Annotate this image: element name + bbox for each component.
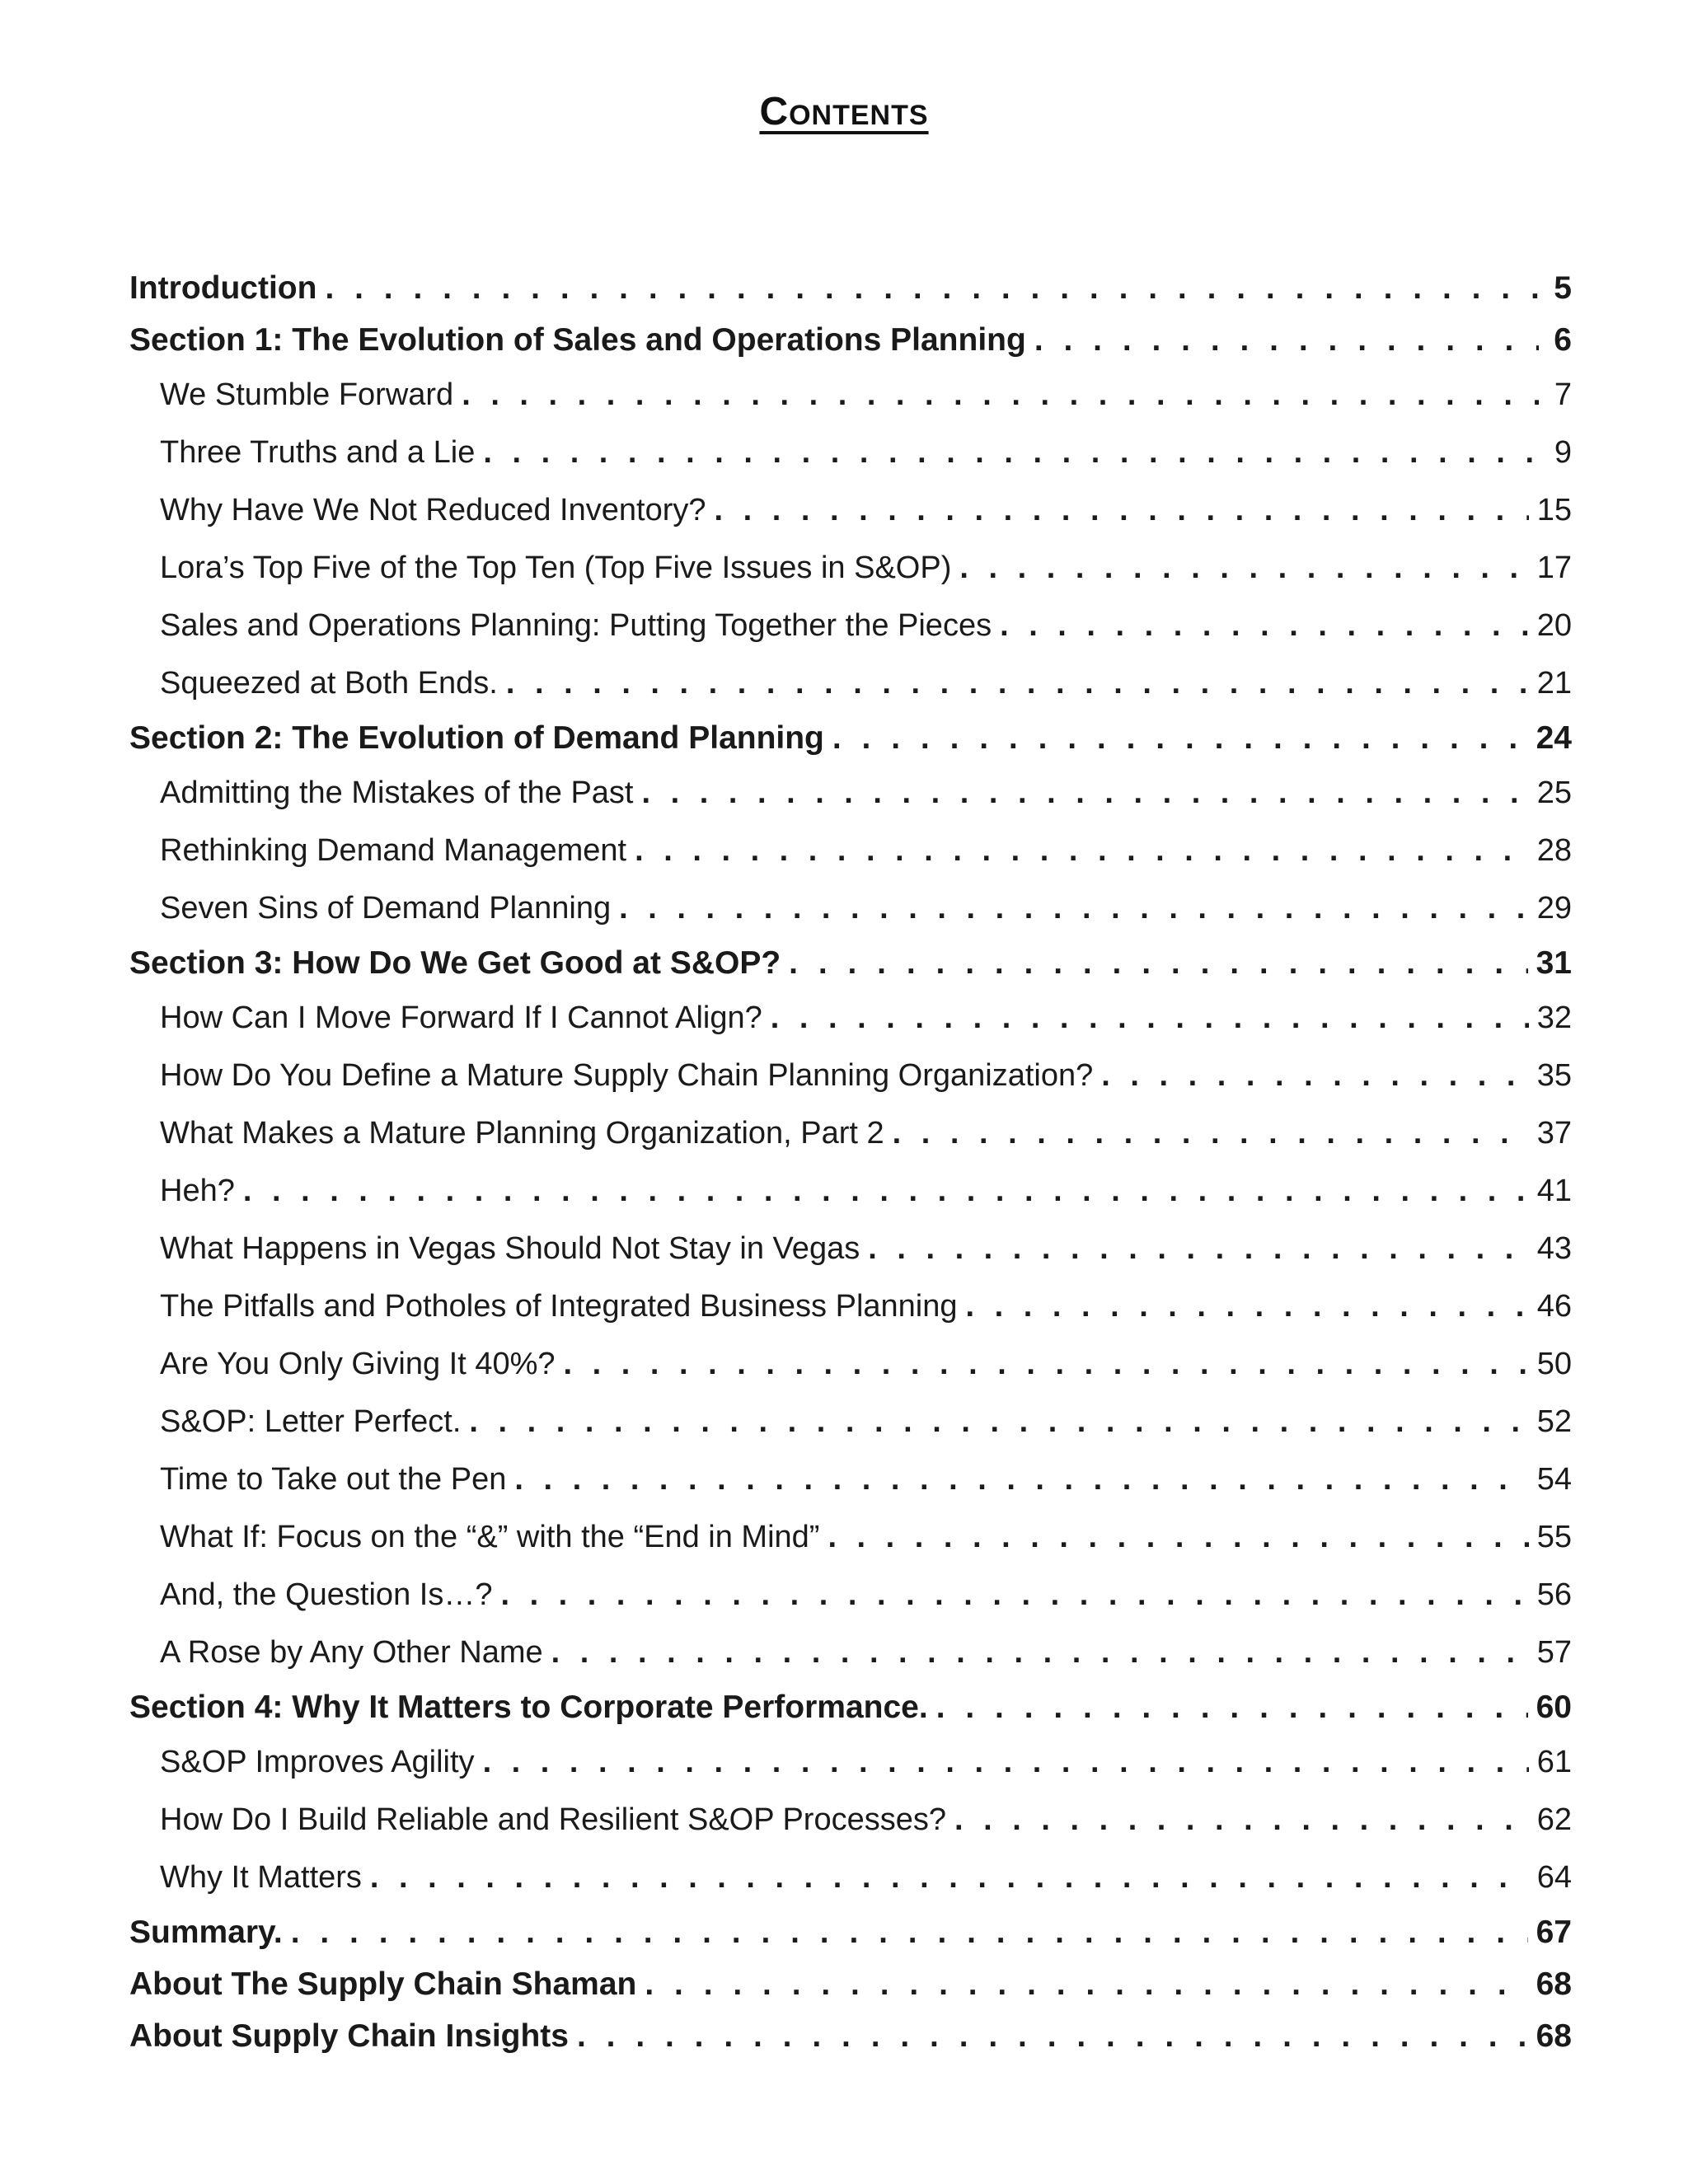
toc-subsection-entry[interactable] (129, 539, 1572, 597)
toc-dot-leader (715, 481, 1529, 539)
toc-entry-title: Summary. (129, 1906, 291, 1958)
toc-page-number: 62 (1536, 1802, 1572, 1837)
toc-entry-title: Section 1: The Evolution of Sales and Operations Planning (129, 314, 1034, 366)
toc-subsection-entry[interactable] (129, 597, 1572, 654)
toc-entry-title: Heh? (160, 1162, 243, 1220)
toc-page-number: 24 (1536, 720, 1572, 756)
toc-page-number: 20 (1536, 608, 1572, 643)
toc-dot-leader (577, 2010, 1528, 2062)
toc-page-number: 56 (1536, 1577, 1572, 1612)
toc-page-number: 43 (1536, 1231, 1572, 1266)
toc-dot-leader (1034, 314, 1539, 366)
toc-dot-leader (1101, 1047, 1528, 1104)
toc-dot-leader (325, 262, 1539, 314)
toc-subsection-entry[interactable] (129, 1220, 1572, 1277)
toc-page-number: 28 (1536, 833, 1572, 868)
toc-entry-title: Rethinking Demand Management (160, 822, 635, 879)
toc-dot-leader (1000, 597, 1529, 654)
toc-dot-leader (959, 539, 1528, 597)
toc-subsection-entry[interactable] (129, 1162, 1572, 1220)
toc-entry-title: Introduction (129, 262, 325, 314)
toc-page-number: 52 (1536, 1404, 1572, 1439)
toc-entry-title: S&OP Improves Agility (160, 1733, 483, 1791)
toc-entry-title: The Pitfalls and Potholes of Integrated Business Planning (160, 1277, 966, 1335)
toc-page-number: 35 (1536, 1058, 1572, 1093)
toc-page-number: 25 (1536, 776, 1572, 810)
toc-dot-leader (243, 1162, 1529, 1220)
toc-page-number: 67 (1536, 1915, 1572, 1950)
toc-entry-title: Why It Matters (160, 1849, 370, 1906)
toc-entry-title: About The Supply Chain Shaman (129, 1958, 645, 2010)
toc-page-number: 41 (1536, 1174, 1572, 1208)
toc-dot-leader (954, 1791, 1529, 1849)
toc-entry-title: A Rose by Any Other Name (160, 1624, 551, 1681)
toc-page-number: 31 (1536, 945, 1572, 981)
toc-entry-title: S&OP: Letter Perfect. (160, 1393, 469, 1451)
toc-dot-leader (564, 1335, 1529, 1393)
toc-section-entry[interactable] (129, 1906, 1572, 1958)
toc-entry-title: Lora’s Top Five of the Top Ten (Top Five Issues in S&OP) (160, 539, 959, 597)
toc-section-entry[interactable] (129, 314, 1572, 366)
toc-dot-leader (868, 1220, 1529, 1277)
toc-dot-leader (500, 1566, 1528, 1624)
toc-entry-title: How Do You Define a Mature Supply Chain Planning Organization? (160, 1047, 1101, 1104)
toc-subsection-entry[interactable] (129, 1277, 1572, 1335)
toc-subsection-entry[interactable] (129, 1733, 1572, 1791)
toc-dot-leader (789, 937, 1527, 989)
toc-dot-leader (514, 1451, 1528, 1508)
toc-subsection-entry[interactable] (129, 1566, 1572, 1624)
toc-page-number: 68 (1536, 1966, 1572, 2002)
toc-entry-title: What Happens in Vegas Should Not Stay in Vegas (160, 1220, 868, 1277)
toc-page-number: 68 (1536, 2018, 1572, 2054)
toc-page-number: 60 (1536, 1690, 1572, 1725)
toc-entry-title: About Supply Chain Insights (129, 2010, 577, 2062)
toc-dot-leader (771, 989, 1529, 1047)
toc-page-number: 9 (1554, 435, 1572, 470)
toc-entry-title: Time to Take out the Pen (160, 1451, 514, 1508)
toc-page-number: 17 (1536, 551, 1572, 585)
toc-page-number: 46 (1536, 1289, 1572, 1324)
toc-page-number: 6 (1554, 322, 1572, 358)
toc-page-number: 61 (1536, 1745, 1572, 1779)
toc-subsection-entry[interactable] (129, 1104, 1572, 1162)
toc-page-number: 32 (1536, 1001, 1572, 1035)
toc-subsection-entry[interactable] (129, 1393, 1572, 1451)
toc-subsection-entry[interactable] (129, 822, 1572, 879)
toc-subsection-entry[interactable] (129, 366, 1572, 424)
toc-page-number: 64 (1536, 1860, 1572, 1895)
toc-page-number: 54 (1536, 1462, 1572, 1497)
toc-section-entry[interactable] (129, 937, 1572, 989)
toc-subsection-entry[interactable] (129, 879, 1572, 937)
toc-subsection-entry[interactable] (129, 1791, 1572, 1849)
toc-dot-leader (642, 764, 1529, 822)
toc-page-number: 55 (1536, 1520, 1572, 1554)
toc-page-number: 21 (1536, 666, 1572, 701)
toc-page-number: 5 (1554, 270, 1572, 306)
toc-subsection-entry[interactable] (129, 1335, 1572, 1393)
toc-entry-title: What Makes a Mature Planning Organization, Part 2 (160, 1104, 893, 1162)
toc-entry-title: Section 3: How Do We Get Good at S&OP? (129, 937, 789, 989)
toc-dot-leader (469, 1393, 1528, 1451)
toc-dot-leader (619, 879, 1529, 937)
toc-dot-leader (832, 712, 1528, 764)
toc-entry-title: Sales and Operations Planning: Putting Together the Pieces (160, 597, 1000, 654)
toc-subsection-entry[interactable] (129, 1451, 1572, 1508)
toc-page-number: 57 (1536, 1635, 1572, 1670)
toc-subsection-entry[interactable] (129, 1508, 1572, 1566)
toc-entry-title: How Can I Move Forward If I Cannot Align? (160, 989, 771, 1047)
toc-dot-leader (291, 1906, 1528, 1958)
toc-dot-leader (635, 822, 1529, 879)
toc-entry-title: Squeezed at Both Ends. (160, 654, 506, 712)
toc-subsection-entry[interactable] (129, 1047, 1572, 1104)
toc-dot-leader (370, 1849, 1529, 1906)
toc-section-entry[interactable] (129, 712, 1572, 764)
toc-section-entry[interactable] (129, 2010, 1572, 2062)
page-title: Contents (759, 90, 929, 134)
toc-section-entry[interactable] (129, 1958, 1572, 2010)
toc-section-entry[interactable] (129, 262, 1572, 314)
toc-entry-title: We Stumble Forward (160, 366, 462, 424)
toc-subsection-entry[interactable] (129, 1624, 1572, 1681)
toc-dot-leader (462, 366, 1539, 424)
toc-dot-leader (551, 1624, 1529, 1681)
toc-dot-leader (483, 424, 1539, 481)
toc-dot-leader (506, 654, 1529, 712)
toc-dot-leader (483, 1733, 1529, 1791)
toc-page-number: 37 (1536, 1116, 1572, 1151)
toc-entry-title: Why Have We Not Reduced Inventory? (160, 481, 715, 539)
table-of-contents (129, 262, 1572, 2062)
toc-dot-leader (893, 1104, 1529, 1162)
toc-entry-title: What If: Focus on the “&” with the “End in Mind” (160, 1508, 828, 1566)
toc-page-number: 29 (1536, 891, 1572, 926)
toc-entry-title: Section 2: The Evolution of Demand Planning (129, 712, 832, 764)
toc-page-number: 7 (1554, 377, 1572, 412)
toc-entry-title: Three Truths and a Lie (160, 424, 483, 481)
toc-subsection-entry[interactable] (129, 424, 1572, 481)
toc-entry-title: Section 4: Why It Matters to Corporate Performance. (129, 1681, 936, 1733)
toc-subsection-entry[interactable] (129, 1849, 1572, 1906)
toc-entry-title: How Do I Build Reliable and Resilient S&OP Processes? (160, 1791, 954, 1849)
toc-entry-title: Admitting the Mistakes of the Past (160, 764, 642, 822)
toc-subsection-entry[interactable] (129, 764, 1572, 822)
toc-subsection-entry[interactable] (129, 481, 1572, 539)
toc-subsection-entry[interactable] (129, 654, 1572, 712)
toc-section-entry[interactable] (129, 1681, 1572, 1733)
toc-entry-title: Are You Only Giving It 40%? (160, 1335, 564, 1393)
toc-dot-leader (936, 1681, 1528, 1733)
toc-entry-title: And, the Question Is…? (160, 1566, 500, 1624)
toc-subsection-entry[interactable] (129, 989, 1572, 1047)
toc-dot-leader (966, 1277, 1529, 1335)
toc-dot-leader (828, 1508, 1528, 1566)
toc-entry-title: Seven Sins of Demand Planning (160, 879, 619, 937)
toc-dot-leader (645, 1958, 1527, 2010)
toc-page-number: 15 (1536, 493, 1572, 527)
toc-page-number: 50 (1536, 1347, 1572, 1381)
